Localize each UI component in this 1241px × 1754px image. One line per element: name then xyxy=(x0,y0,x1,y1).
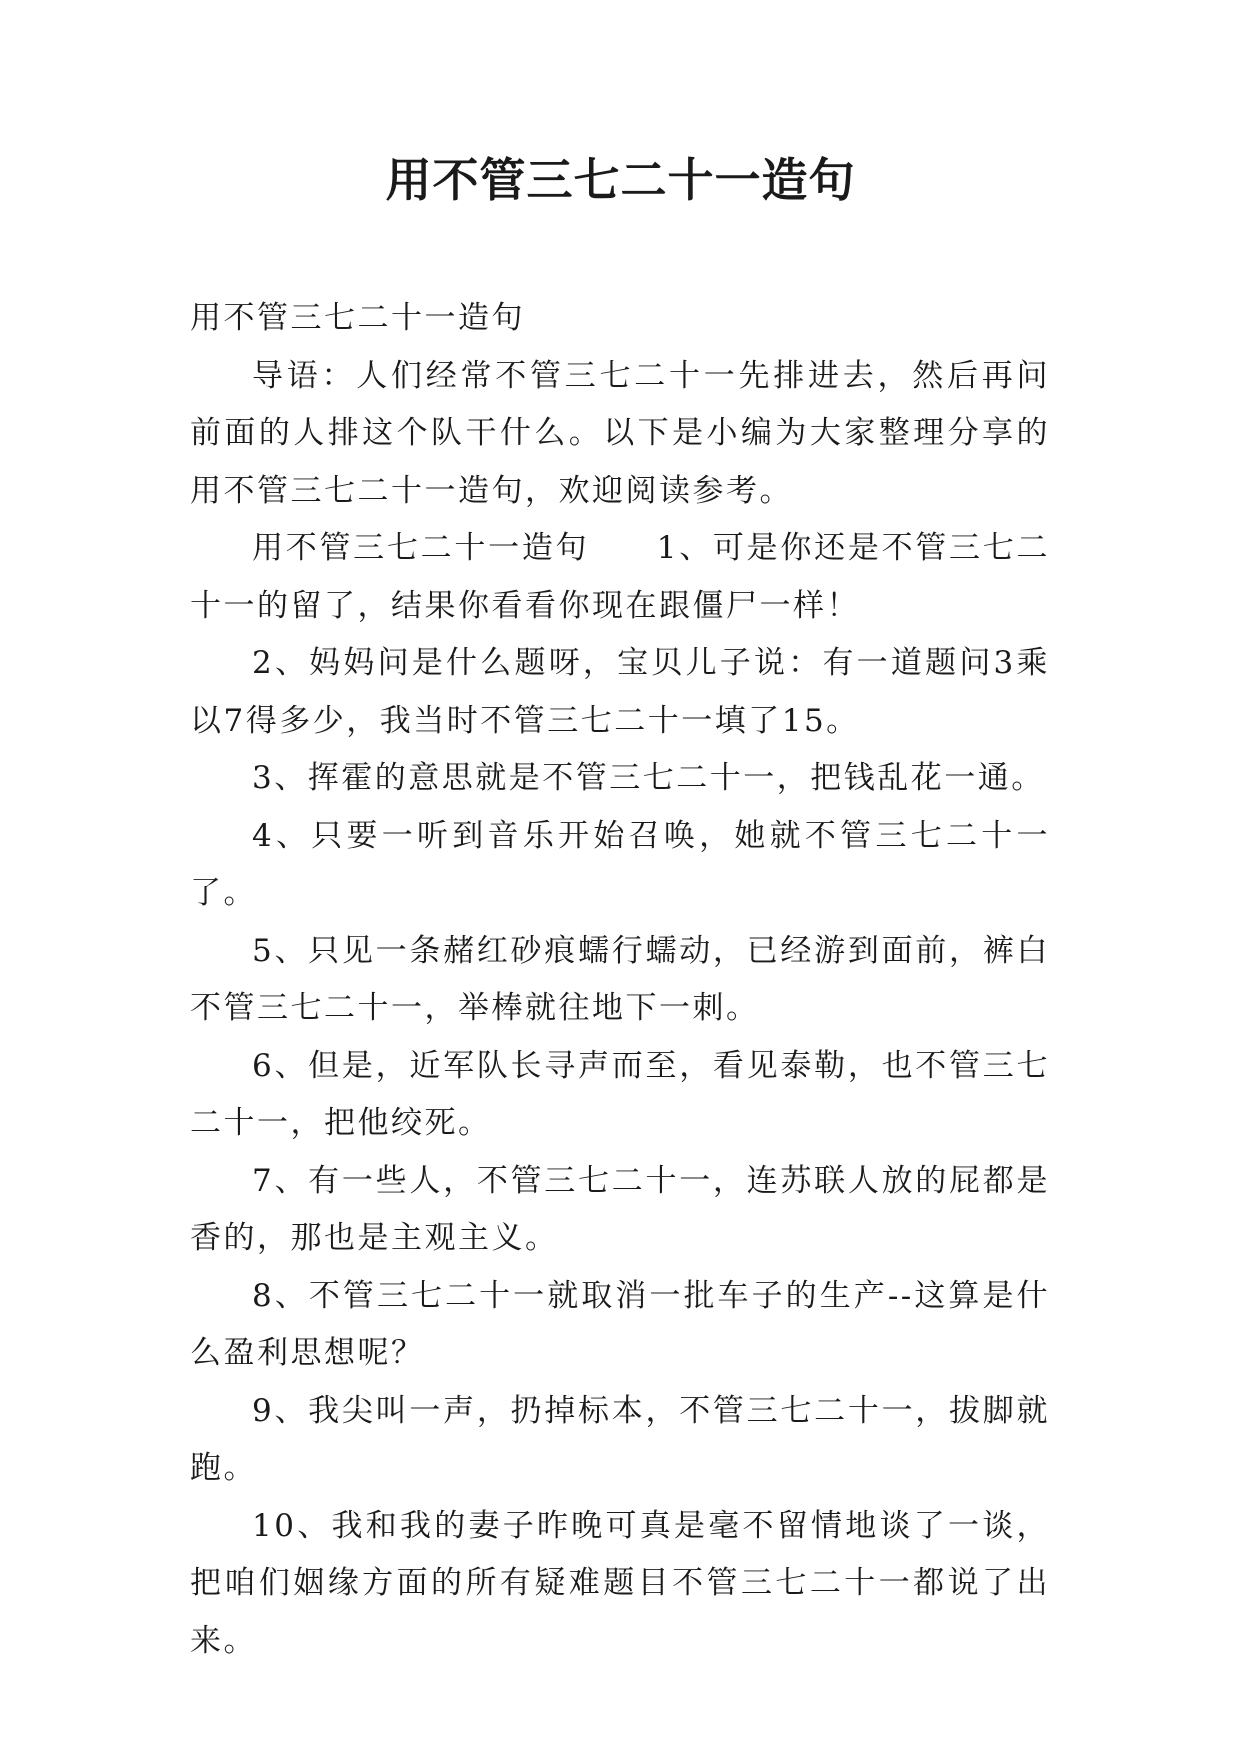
paragraph-intro: 导语：人们经常不管三七二十一先排进去，然后再问前面的人排这个队干什么。以下是小编为大家整理分享的用不管三七二十一造句，欢迎阅读参考。 xyxy=(190,357,1050,509)
document-title: 用不管三七二十一造句 xyxy=(385,153,856,207)
paragraph-sentence-9: 9、我尖叫一声，扔掉标本，不管三七二十一，拔脚就跑。 xyxy=(190,1392,1050,1486)
paragraph-sentence-4: 4、只要一听到音乐开始召唤，她就不管三七二十一了。 xyxy=(190,817,1050,911)
body-subtitle: 用不管三七二十一造句 xyxy=(190,300,525,336)
paragraph-sentence-1: 用不管三七二十一造句 1、可是你还是不管三七二十一的留了，结果你看看你现在跟僵尸一样！ xyxy=(190,530,1050,624)
paragraph-sentence-7: 7、有一些人，不管三七二十一，连苏联人放的屁都是香的，那也是主观主义。 xyxy=(190,1162,1050,1256)
paragraph-sentence-5: 5、只见一条赭红砂痕蠕行蠕动，已经游到面前，裤白不管三七二十一，举棒就往地下一刺。 xyxy=(190,932,1050,1026)
document-body xyxy=(190,290,1050,1670)
paragraph-sentence-8: 8、不管三七二十一就取消一批车子的生产--这算是什么盈利思想呢？ xyxy=(190,1277,1050,1371)
paragraph-sentence-10: 10、我和我的妻子昨晚可真是毫不留情地谈了一谈，把咱们姻缘方面的所有疑难题目不管三七二十一都说了出来。 xyxy=(190,1507,1050,1659)
paragraph-sentence-6: 6、但是，近军队长寻声而至，看见泰勒，也不管三七二十一，把他绞死。 xyxy=(190,1047,1050,1141)
paragraph-sentence-2: 2、妈妈问是什么题呀，宝贝儿子说：有一道题问3乘以7得多少，我当时不管三七二十一填了15。 xyxy=(190,645,1050,739)
paragraph-sentence-3: 3、挥霍的意思就是不管三七二十一，把钱乱花一通。 xyxy=(252,760,1045,796)
